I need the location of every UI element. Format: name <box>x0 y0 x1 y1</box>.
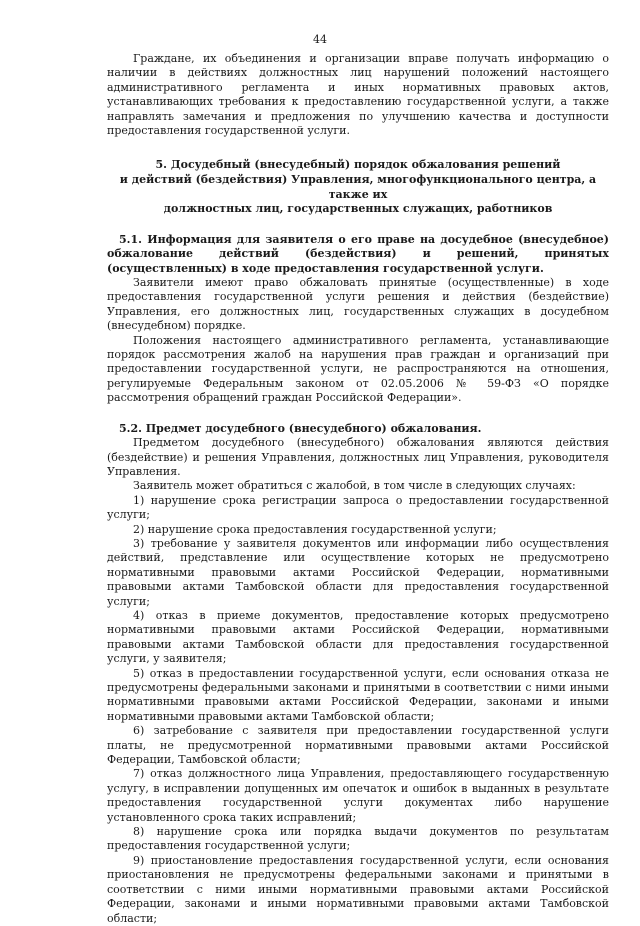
list-item: 8) нарушение срока или порядка выдачи документов по результатам предоставления государственной услуги; <box>107 825 609 853</box>
section-heading-line2: и действий (бездействия) Управления, многофункционального центра, а также их <box>119 173 597 201</box>
subsection-5-1-paragraph: Заявители имеют право обжаловать принятые (осуществленные) в ходе предоставления государственной услуги решения и действия (бездействие) Управления, его должностных лиц, государственных служащих в досудебном (внесудебном) порядке. <box>107 276 609 333</box>
list-item: 1) нарушение срока регистрации запроса о предоставлении государственной услуги; <box>107 493 609 522</box>
intro-paragraph: Граждане, их объединения и организации вправе получать информацию о наличии в действиях должностных лиц нарушений положений настоящего административного регламента и иных нормативных правовых актов, устанавливающих требования к предоставлению государственной услуги, а также направлять замечания и предложения по улучшению качества и доступности предоставления государственной услуги. <box>107 52 609 138</box>
document-body <box>107 52 609 926</box>
subsection-5-2-paragraph: Заявитель может обратиться с жалобой, в том числе в следующих случаях: <box>133 479 576 493</box>
list-item: 7) отказ должностного лица Управления, предоставляющего государственную услугу, в исправлении допущенных им опечаток и ошибок в выданных в результате предоставления государственной услуги документах либо нарушение установленного срока таких исправлений; <box>107 767 609 824</box>
list-item: 3) требование у заявителя документов или информации либо осуществления действий, представление или осуществление которых не предусмотрено нормативными правовыми актами Российской Федерации, нормативными правовыми актами Тамбовской области для предоставления государственной услуги; <box>107 536 609 608</box>
subsection-5-2-title: 5.2. Предмет досудебного (внесудебного) обжалования. <box>119 421 482 435</box>
list-item: 6) затребование с заявителя при предоставлении государственной услуги платы, не предусмотренной нормативными правовыми актами Российской Федерации, Тамбовской области; <box>107 724 609 767</box>
subsection-5-1-paragraph: Положения настоящего административного регламента, устанавливающие порядок рассмотрения жалоб на нарушения прав граждан и организаций при предоставлении государственной услуги, не распространяются на отношения, регулируемые Федеральным законом от 02.05.2006 № 59-ФЗ «О порядке рассмотрения обращений граждан Российской Федерации». <box>107 333 609 405</box>
page-number: 44 <box>313 33 327 46</box>
section-heading-line3: должностных лиц, государственных служащих, работников <box>163 202 553 216</box>
list-item: 5) отказ в предоставлении государственной услуги, если основания отказа не предусмотрены федеральными законами и принятыми в соответствии с ними иными нормативными правовыми актами Российской Федерации, законами и иными нормативными правовыми актами Тамбовской области; <box>107 666 609 723</box>
list-item: 9) приостановление предоставления государственной услуги, если основания приостановления не предусмотрены федеральными законами и принятыми в соответствии с ними иными нормативными правовыми актами Российской Федерации, законами и иными нормативными правовыми актами Тамбовской области; <box>107 853 609 925</box>
list-item: 4) отказ в приеме документов, предоставление которых предусмотрено нормативными правовыми актами Российской Федерации, нормативными правовыми актами Тамбовской области для предоставления государственной услуги, у заявителя; <box>107 608 609 666</box>
list-item: 2) нарушение срока предоставления государственной услуги; <box>133 522 497 536</box>
subsection-5-2-paragraph: Предметом досудебного (внесудебного) обжалования являются действия (бездействие) и решения Управления, должностных лиц Управления, руководителя Управления. <box>107 436 609 478</box>
subsection-5-1-title: 5.1. Информация для заявителя о его праве на досудебное (внесудебное) обжалование действий (бездействия) и решений, принятых (осуществленных) в ходе предоставления государственной услуги. <box>107 232 609 275</box>
section-heading-line1: 5. Досудебный (внесудебный) порядок обжалования решений <box>155 158 561 172</box>
section-heading <box>107 158 609 216</box>
